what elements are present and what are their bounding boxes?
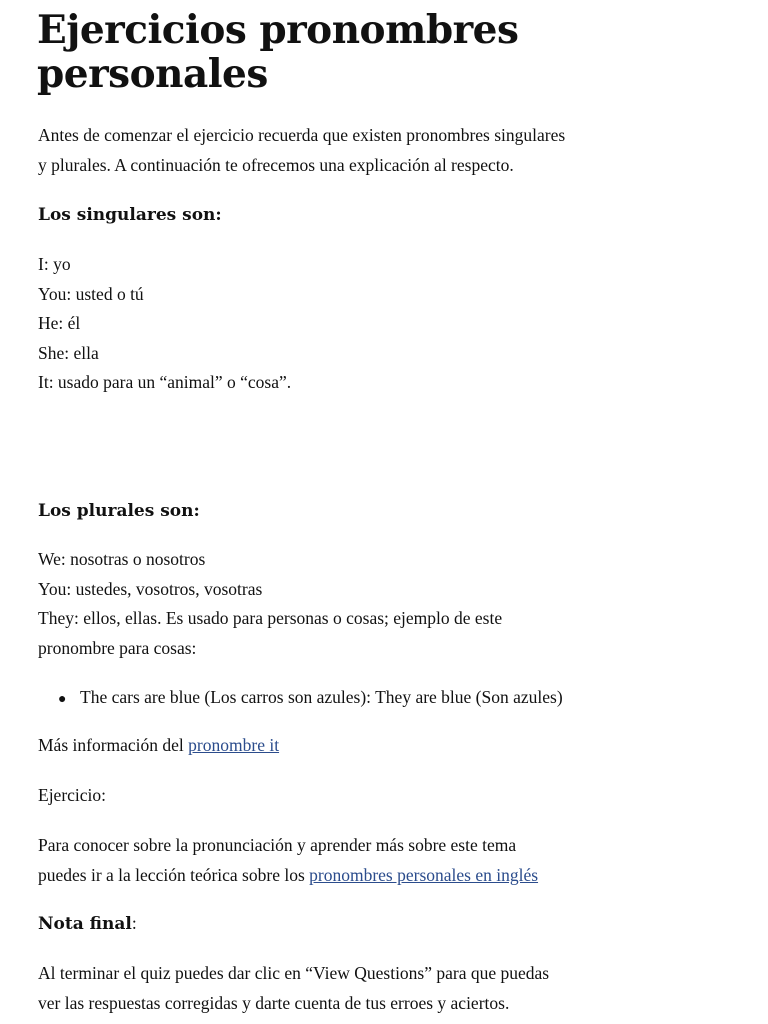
bullet-text: The cars are blue (Los carros son azules): They are blue (Son azules) <box>80 687 563 707</box>
mas-info-paragraph <box>38 731 748 761</box>
plural-item: We: nosotras o nosotros <box>38 549 206 569</box>
nota-final-colon: : <box>131 913 137 933</box>
plural-item: pronombre para cosas: <box>38 637 197 658</box>
singular-item: You: usted o tú <box>38 283 144 304</box>
singular-item: She: ella <box>38 342 99 363</box>
nota-final-paragraph <box>38 909 748 940</box>
mas-info-prefix: Más información del <box>38 735 189 755</box>
pronunciacion-line-2 <box>38 861 748 891</box>
pronombre-it-link[interactable]: pronombre it <box>188 735 280 755</box>
bullet-dot-icon: ● <box>58 692 67 707</box>
intro-line-2: y plurales. A continuación te ofrecemos una explicación al respecto. <box>38 154 514 175</box>
intro-line-1: Antes de comenzar el ejercicio recuerda que existen pronombres singulares <box>38 125 566 145</box>
nota-final-label: Nota final <box>38 914 132 934</box>
final-line-1: Al terminar el quiz puedes dar clic en “View Questions” para que puedas <box>38 963 550 983</box>
singulares-list <box>38 250 748 398</box>
singular-item: I: yo <box>38 254 71 274</box>
singular-item: It: usado para un “animal” o “cosa”. <box>38 372 292 392</box>
plural-item: They: ellos, ellas. Es usado para personas o cosas; ejemplo de este <box>38 608 503 628</box>
final-line-2: ver las respuestas corregidas y darte cuenta de tus erroes y aciertos. <box>38 992 510 1013</box>
final-paragraph <box>38 959 748 1018</box>
pronunciacion-line-1: Para conocer sobre la pronunciación y aprender más sobre este tema <box>38 835 517 855</box>
pronunciacion-line-2-prefix: puedes ir a la lección teórica sobre los <box>38 864 310 885</box>
plurales-heading-text: Los plurales son: <box>38 501 200 521</box>
plural-item: You: ustedes, vosotros, vosotras <box>38 578 263 599</box>
singulares-heading <box>38 200 748 231</box>
singular-item: He: él <box>38 313 81 333</box>
plurales-list <box>38 545 748 663</box>
ejercicio-label: Ejercicio: <box>38 785 107 805</box>
page-title: Ejercicios pronombres personales <box>37 7 519 97</box>
plurales-heading <box>38 496 748 527</box>
pronombres-personales-link[interactable]: pronombres personales en inglés <box>309 864 539 885</box>
intro-paragraph <box>38 121 748 180</box>
bullet-list-item <box>58 683 758 715</box>
pronunciacion-paragraph <box>38 831 748 890</box>
singulares-heading-text: Los singulares son: <box>38 205 222 225</box>
